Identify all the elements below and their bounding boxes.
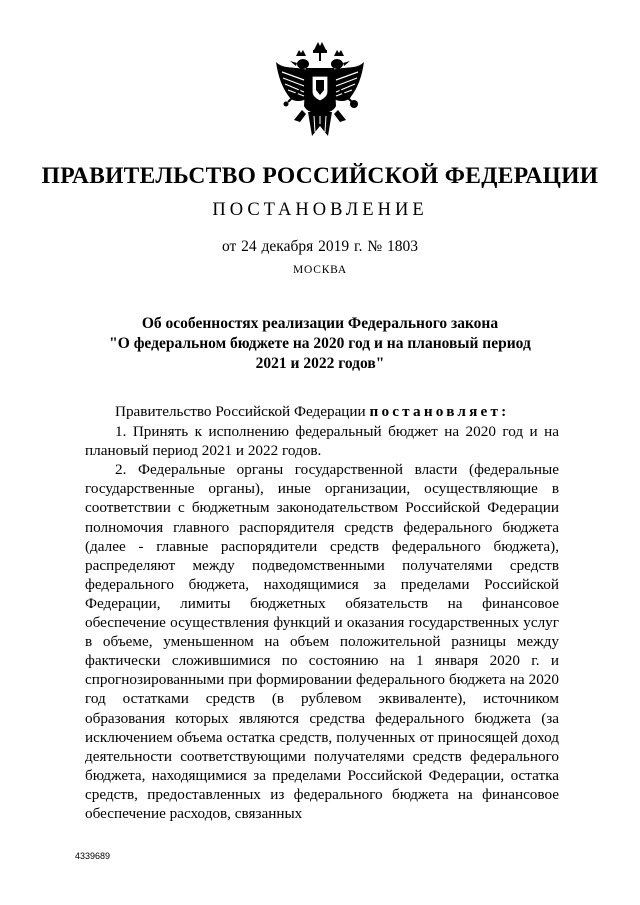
- document-city: МОСКВА: [292, 264, 348, 276]
- document-body: [85, 402, 559, 823]
- heading-line-1: Об особенностях реализации Федерального закона: [141, 315, 499, 332]
- heading-line-3: 2021 и 2022 годов": [255, 355, 385, 372]
- paragraph-2: 2. Федеральные органы государственной власти (федеральные государственные органы), иные организации, осуществляющие в соответствии с бюджетным законодательством Российской Федерации полномочия главного распорядителя средств федерального бюджета (далее - главные распорядители средств федерального бюджета), распределяют между подведомственными получателями средств федерального бюджета, находящимися за пределами Российской Федерации, лимиты бюджетных обязательств на финансовое обеспечение осуществления функций и оказания государственных услуг в объеме, уменьшенном на объем положительной разницы между фактически сложившимися по состоянию на 1 января 2020 г. и спрогнозированными при формировании федерального бюджета на 2020 год остатками средств (в рублевом эквиваленте), источником образования которых являются средства федерального бюджета (за исключением объема остатка средств, полученных от приносящей доход деятельности соответствующими получателями средств федерального бюджета, находящимися за пределами Российской Федерации, остатка средств, предоставленных из федерального бюджета на финансовое обеспечение расходов, связанных: [85, 461, 559, 822]
- intro-text: Правительство Российской Федерации: [115, 403, 370, 420]
- government-title: ПРАВИТЕЛЬСТВО РОССИЙСКОЙ ФЕДЕРАЦИИ: [41, 163, 599, 189]
- document-heading: [0, 314, 640, 374]
- document-date-number: от 24 декабря 2019 г. № 1803: [221, 238, 419, 255]
- document-type: ПОСТАНОВЛЕНИЕ: [212, 200, 428, 220]
- resolves-word: постановляет:: [369, 403, 510, 420]
- heading-line-2: "О федеральном бюджете на 2020 год и на плановый период: [109, 335, 531, 352]
- coat-of-arms-icon: [268, 40, 372, 152]
- paragraph-1: 1. Принять к исполнению федеральный бюджет на 2020 год и на плановый период 2021 и 2022 годов.: [85, 423, 559, 460]
- footer-document-code: 4339689: [75, 851, 111, 861]
- intro-paragraph: [85, 402, 559, 421]
